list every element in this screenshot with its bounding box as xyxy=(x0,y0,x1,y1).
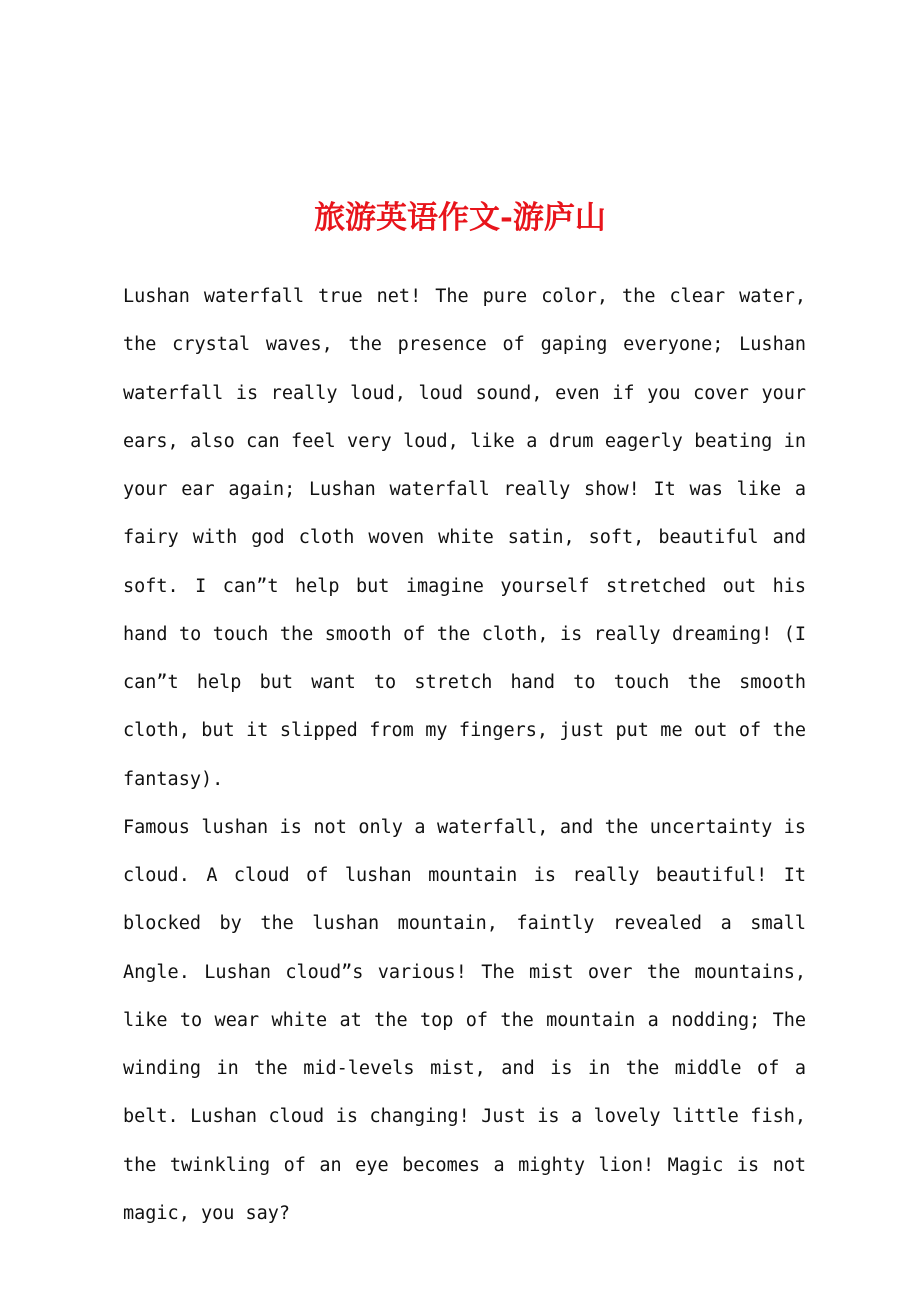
document-body xyxy=(123,273,806,1238)
document-title: 旅游英语作文-游庐山 xyxy=(314,200,606,236)
paragraph-waterfall: Lushan waterfall true net! The pure color, the clear water, the crystal waves, the presence of gaping everyone; Lushan waterfall is really loud, loud sound, even if you cover your ears, also can feel very loud, like a drum eagerly beating in your ear again; Lushan waterfall really show! It was like a fairy with god cloth woven white satin, soft, beautiful and soft. I can”t help but imagine yourself stretched out his hand to touch the smooth of the cloth, is really dreaming! (I can”t help but want to stretch hand to touch the smooth cloth, but it slipped from my fingers, just put me out of the fantasy). xyxy=(123,286,806,790)
paragraph-cloud: Famous lushan is not only a waterfall, and the uncertainty is cloud. A cloud of lushan mountain is really beautiful! It blocked by the lushan mountain, faintly revealed a small Angle. Lushan cloud”s various! The mist over the mountains, like to wear white at the top of the mountain a nodding; The winding in the mid-levels mist, and is in the middle of a belt. Lushan cloud is changing! Just is a lovely little fish, the twinkling of an eye becomes a mighty lion! Magic is not magic, you say? xyxy=(123,816,806,1224)
